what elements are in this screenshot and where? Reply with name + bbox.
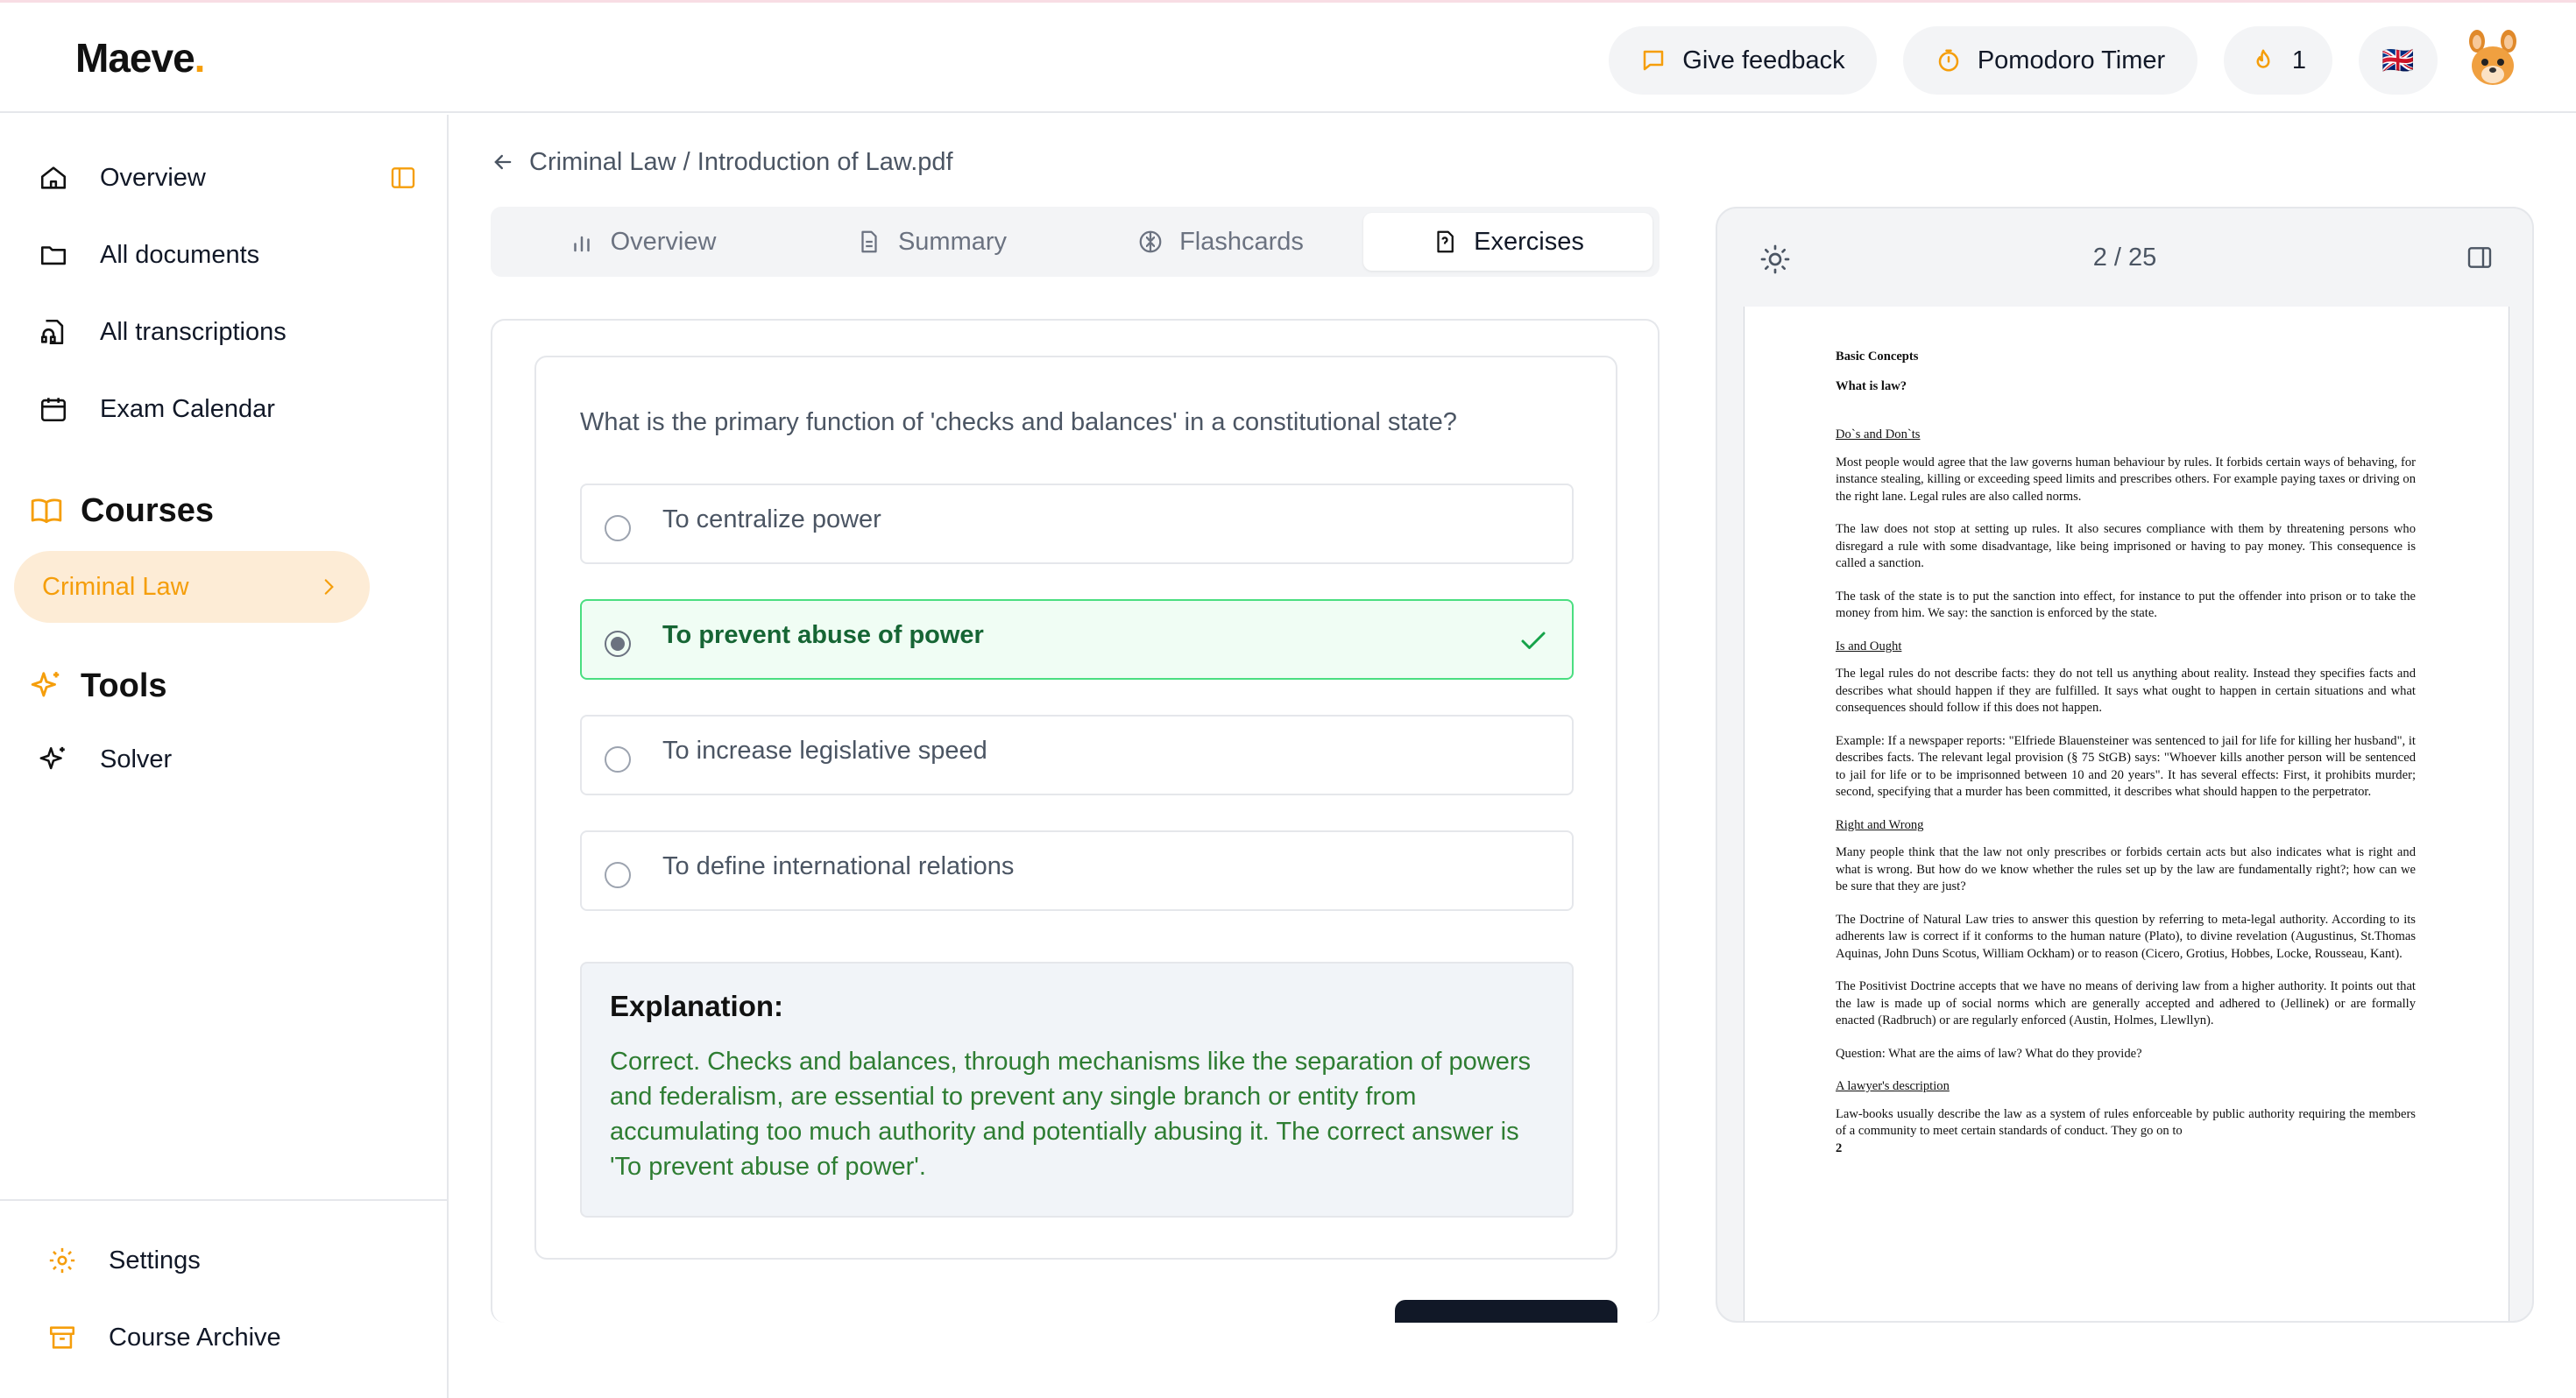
sidebar-item-course-archive[interactable]: [47, 1311, 281, 1364]
explanation-text: Correct. Checks and balances, through mechanisms like the separation of powers and federalism, are essential to prevent any single branch or entity from accumulating too much authority and potentially abusing it. The correct answer is 'To prevent abuse of power'.: [610, 1048, 1531, 1181]
exercise-panel: [491, 319, 1660, 1323]
pdf-content: [1836, 349, 2416, 1157]
avatar[interactable]: [2462, 29, 2523, 90]
sidebar-item-label: Overview: [100, 163, 206, 192]
document-tabs: [491, 207, 1660, 277]
pdf-paragraph: The legal rules do not describe facts: they do not tell us anything about reality. Instead they specifies facts and describes what should happen if they are fulfilled. It says what ought to happen in certain situations and what consequences should follow if this does not happen.: [1836, 667, 2416, 715]
panel-toggle-icon[interactable]: [2466, 244, 2494, 272]
chevron-right-icon: [317, 575, 340, 598]
document-icon: [856, 229, 882, 255]
explanation-title: Explanation:: [610, 990, 784, 1022]
pdf-subheading: Right and Wrong: [1836, 817, 1924, 832]
arrow-left-icon[interactable]: [491, 150, 515, 174]
brain-icon: [1137, 229, 1164, 255]
pdf-heading: What is law?: [1836, 378, 1907, 393]
sidebar-item-label: Exam Calendar: [100, 394, 275, 423]
pomodoro-timer-button[interactable]: [1903, 26, 2197, 95]
answer-option-label: To define international relations: [662, 851, 1015, 880]
bar-chart-icon: [569, 229, 595, 255]
sidebar-item-label: All documents: [100, 240, 260, 269]
chat-bubble-icon: [1640, 47, 1667, 74]
pdf-paragraph: The law does not stop at setting up rules. It also secures compliance with them by threatening persons who disregard a rule with some disadvantage, like being imprisoned or having to pay money. This consequence is called a sanction.: [1836, 522, 2416, 570]
sidebar-item-label: All transcriptions: [100, 317, 287, 346]
pdf-subheading: Do`s and Don`ts: [1836, 427, 1921, 441]
viewer-toolbar: [1717, 208, 2532, 307]
tab-summary[interactable]: Summary: [787, 213, 1076, 271]
top-header: [0, 3, 2576, 113]
calendar-icon: [39, 394, 68, 424]
sidebar: [0, 115, 449, 1398]
archive-box-icon: [47, 1323, 77, 1352]
sidebar-item-all-transcriptions[interactable]: [39, 306, 287, 358]
pdf-viewer: [1716, 207, 2534, 1323]
pdf-subheading: Is and Ought: [1836, 639, 1902, 653]
next-button[interactable]: [1395, 1300, 1617, 1323]
answer-option-label: To increase legislative speed: [662, 736, 987, 765]
explanation-box: [580, 962, 1574, 1218]
sidebar-item-label: Solver: [100, 745, 173, 773]
sparkles-icon: [39, 745, 68, 774]
sidebar-item-solver[interactable]: [39, 733, 172, 786]
sidebar-item-label: Settings: [109, 1246, 201, 1274]
pdf-paragraph: The Doctrine of Natural Law tries to answer this question by referring to meta-legal authority. According to its adherents law is correct if it conforms to the human nature (Plato), to divine revelation (Augustinus, St.Thomas Aquinas, John Duns Scotus, William Ockham) or to reason (Cicero, Grotius, Hobbes, Locke, Rousseau, Kant).: [1836, 912, 2416, 961]
app-logo[interactable]: Maeve.: [75, 35, 205, 81]
give-feedback-button[interactable]: [1609, 26, 1877, 95]
answer-option-correct[interactable]: [580, 599, 1574, 680]
pdf-heading: Basic Concepts: [1836, 350, 1919, 364]
uk-flag-icon: 🇬🇧: [2381, 46, 2415, 75]
radio-button[interactable]: [605, 862, 631, 888]
tab-exercises[interactable]: Exercises: [1363, 213, 1652, 271]
radio-button[interactable]: [605, 746, 631, 773]
book-icon: [30, 494, 63, 527]
sidebar-divider: [0, 1199, 449, 1201]
gear-icon: [47, 1246, 77, 1275]
course-item-criminal-law[interactable]: [14, 551, 370, 623]
page-indicator: 2 / 25: [2092, 243, 2157, 272]
tab-flashcards[interactable]: Flashcards: [1076, 213, 1365, 271]
question-text: What is the primary function of 'checks and balances' in a constitutional state?: [580, 408, 1457, 436]
pdf-subheading: A lawyer's description: [1836, 1079, 1950, 1093]
sun-icon[interactable]: [1759, 244, 1791, 275]
audio-file-icon: [39, 317, 68, 347]
give-feedback-label: Give feedback: [1682, 46, 1845, 74]
question-file-icon: [1432, 229, 1458, 255]
stopwatch-icon: [1936, 47, 1962, 74]
checkmark-icon: [1518, 625, 1549, 657]
streak-count: 1: [2291, 46, 2307, 74]
courses-section-title: Courses: [30, 486, 214, 535]
sidebar-item-exam-calendar[interactable]: [39, 383, 275, 435]
pdf-paragraph: Many people think that the law not only prescribes or forbids certain acts but also indicates what is right and what is wrong. But how do we know whether the rules set up by the law are fundamentally right?; how can we be sure that they are just?: [1836, 845, 2416, 893]
tools-section-title: Tools: [30, 661, 167, 710]
tab-overview[interactable]: Overview: [498, 213, 787, 271]
sidebar-item-all-documents[interactable]: [39, 229, 259, 281]
answer-option-label: To centralize power: [662, 505, 881, 533]
answer-option-label: To prevent abuse of power: [662, 620, 984, 649]
language-button[interactable]: [2359, 26, 2438, 95]
answer-option[interactable]: [580, 830, 1574, 911]
pdf-paragraph: The Positivist Doctrine accepts that we have no means of deriving law from a higher authority. It points out that the law is made up of social norms which are generally accepted and adhered to (Jellinek) or are formally enacted (Radbruch) or are regularly enforced (Austin, Holmes, Llewllyn).: [1836, 979, 2416, 1027]
sidebar-item-overview[interactable]: [39, 152, 206, 204]
flame-icon: [2250, 47, 2276, 74]
radio-button[interactable]: [605, 515, 631, 541]
sidebar-collapse-icon[interactable]: [389, 164, 417, 192]
breadcrumb[interactable]: [491, 140, 953, 184]
home-icon: [39, 163, 68, 193]
pdf-paragraph: The task of the state is to put the sanction into effect, for instance to put the offender into prison or to take the money from him. We say: the sanction is enforced by the state.: [1836, 589, 2416, 620]
answer-option[interactable]: [580, 715, 1574, 795]
pdf-paragraph: Question: What are the aims of law? What do they provide?: [1836, 1046, 2142, 1061]
pdf-page-number: 2: [1836, 1140, 1843, 1155]
pomodoro-timer-label: Pomodoro Timer: [1977, 46, 2166, 74]
course-item-label: Criminal Law: [42, 572, 189, 601]
pdf-paragraph: Law-books usually describe the law as a system of rules enforceable by public authority requiring the members of a community to meet certain standards of conduct. They go on to: [1836, 1106, 2416, 1138]
breadcrumb-text[interactable]: Criminal Law / Introduction of Law.pdf: [529, 147, 953, 176]
sidebar-item-label: Course Archive: [109, 1323, 281, 1352]
sparkles-icon: [30, 669, 63, 703]
folder-icon: [39, 240, 68, 270]
answer-option[interactable]: [580, 484, 1574, 564]
streak-button[interactable]: [2224, 26, 2332, 95]
pdf-page[interactable]: [1744, 307, 2509, 1323]
radio-button-selected[interactable]: [605, 631, 631, 657]
pdf-paragraph: Example: If a newspaper reports: "Elfriede Blauensteiner was sentenced to jail for life for killing her husband", it describes facts. The relevant legal provision (§ 75 StGB) says: "Whoever kills another person will be sentenced to jail for life or to be imprisonned between 10 and 20 years". It has several effects: First, it prohibits murder; second, specifying that a murder has been committed, it describes what should happen to the perpetrator.: [1836, 733, 2416, 799]
pdf-paragraph: Most people would agree that the law governs human behaviour by rules. It forbids certain ways of behaving, for instance stealing, killing or exceeding speed limits and prescribes others. For example paying taxes or driving on the right lane. Legal rules are also called norms.: [1836, 455, 2416, 504]
exercise-card: [534, 356, 1617, 1260]
sidebar-item-settings[interactable]: [47, 1234, 201, 1287]
